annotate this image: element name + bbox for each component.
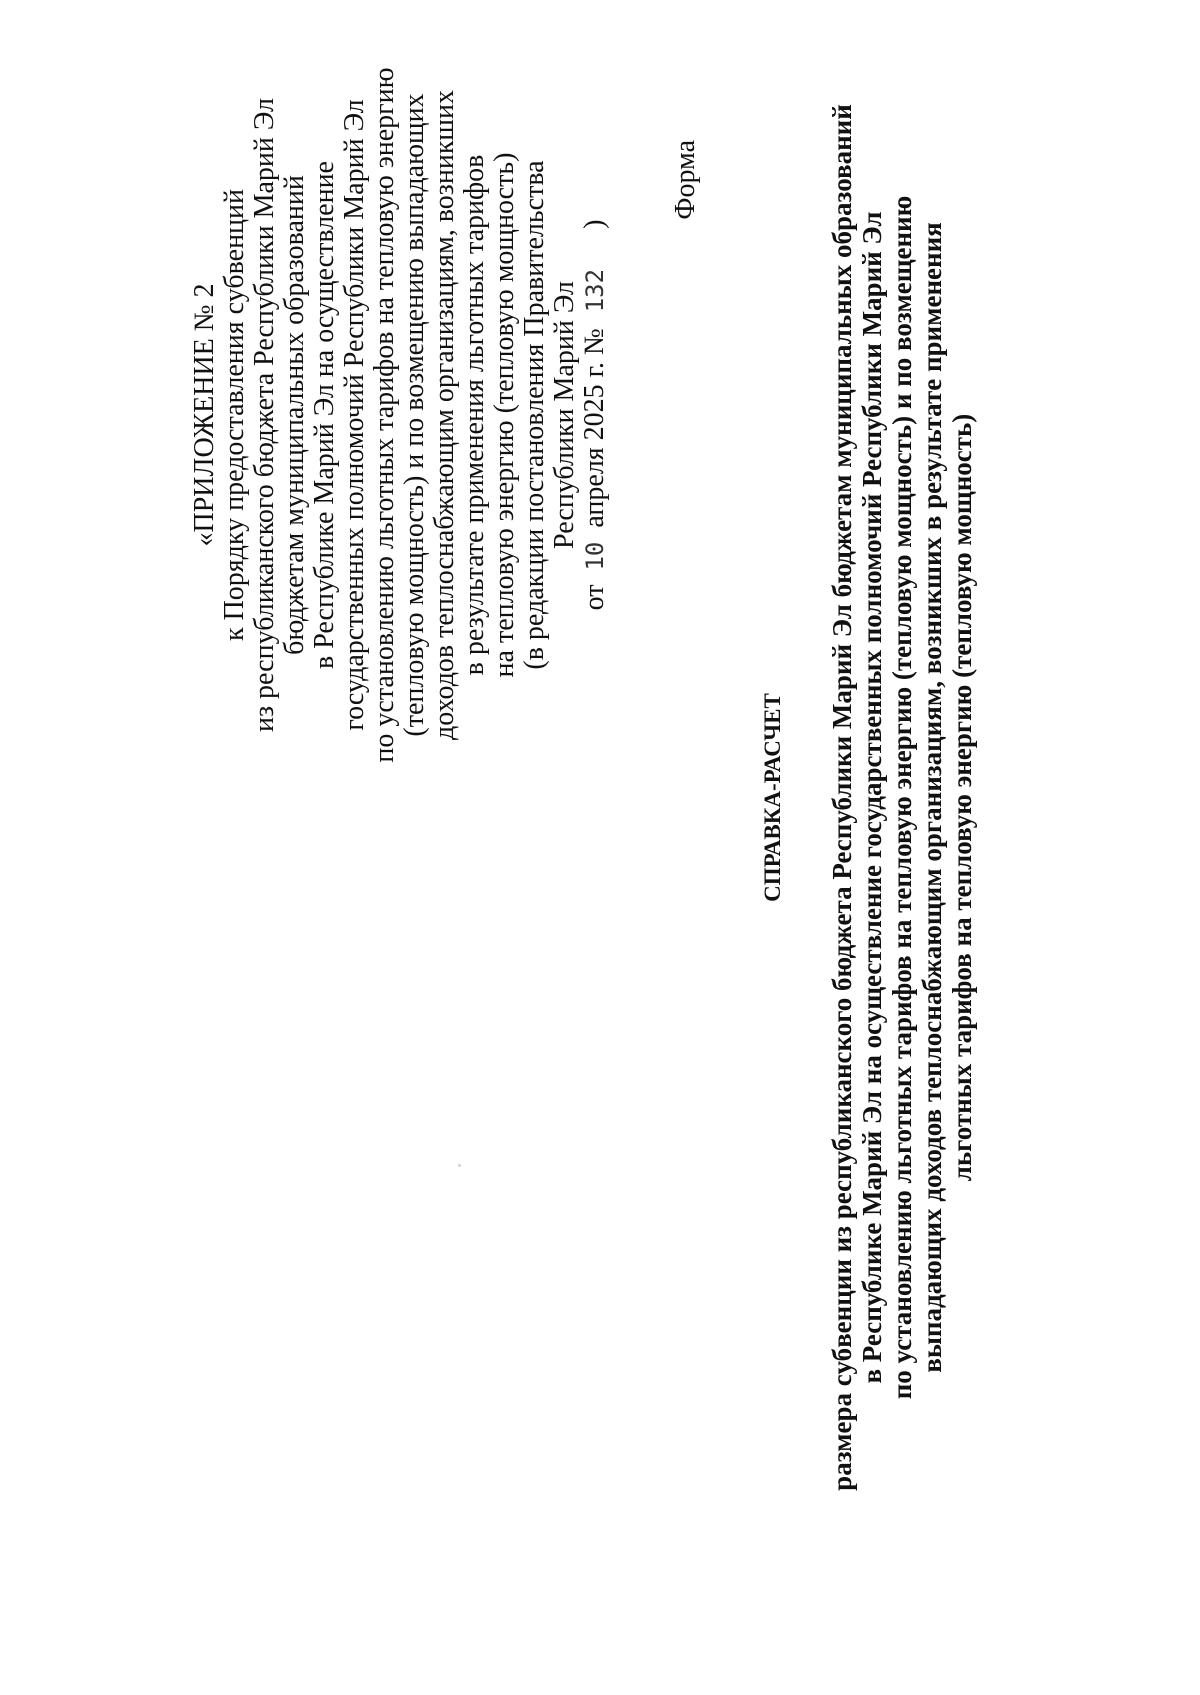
subtitle-line: льготных тарифов на тепловую энергию (тепловую мощность) — [947, 413, 977, 1182]
appendix-header — [190, 35, 610, 795]
subtitle-line: размера субвенции из республиканского бюджета Республики Марий Эл бюджетам муниципальных образований — [827, 104, 857, 1491]
resolution-month-year: апреля 2025 г. № — [579, 328, 610, 528]
appendix-title: «ПРИЛОЖЕНИЕ № 2 — [189, 283, 220, 547]
resolution-number: 132 — [581, 268, 609, 313]
appendix-line: к Порядку предоставления субвенций — [219, 188, 250, 642]
resolution-date-line — [580, 35, 610, 795]
appendix-line: из республиканского бюджета Республики Марий Эл — [249, 98, 280, 732]
appendix-line: в Республике Марий Эл на осуществление — [309, 161, 340, 669]
appendix-line: в результате применения льготных тарифов — [459, 154, 490, 676]
subtitle-line: в Республике Марий Эл на осуществление государственных полномочий Республики Марий Эл — [857, 211, 887, 1384]
appendix-line: по установлению льготных тарифов на тепловую энергию — [369, 67, 400, 763]
resolution-day: 10 — [581, 541, 609, 571]
document-title: СПРАВКА-РАСЧЕТ — [760, 693, 785, 902]
form-label: Форма — [670, 140, 701, 220]
subtitle-line: выпадающих доходов теплоснабжающим организациям, возникших в результате применения — [917, 222, 947, 1373]
appendix-line: бюджетам муниципальных образований — [279, 175, 310, 655]
scan-speck — [458, 1164, 461, 1167]
appendix-line: Республики Марий Эл — [549, 281, 580, 549]
closing-parenthesis: ) — [579, 219, 610, 229]
subtitle-line: по установлению льготных тарифов на тепловую энергию (тепловую мощность) и по возмещению — [887, 195, 917, 1400]
appendix-line: доходов теплоснабжающим организациям, возникших — [429, 90, 460, 740]
date-prefix: от — [579, 584, 610, 611]
appendix-line: (тепловую мощность) и по возмещению выпадающих — [399, 93, 430, 737]
appendix-line: государственных полномочий Республики Марий Эл — [339, 99, 370, 731]
appendix-line: на тепловую энергию (тепловую мощность) — [489, 152, 520, 678]
document-subtitle — [827, 0, 977, 1595]
appendix-line: (в редакции постановления Правительства — [519, 160, 550, 670]
